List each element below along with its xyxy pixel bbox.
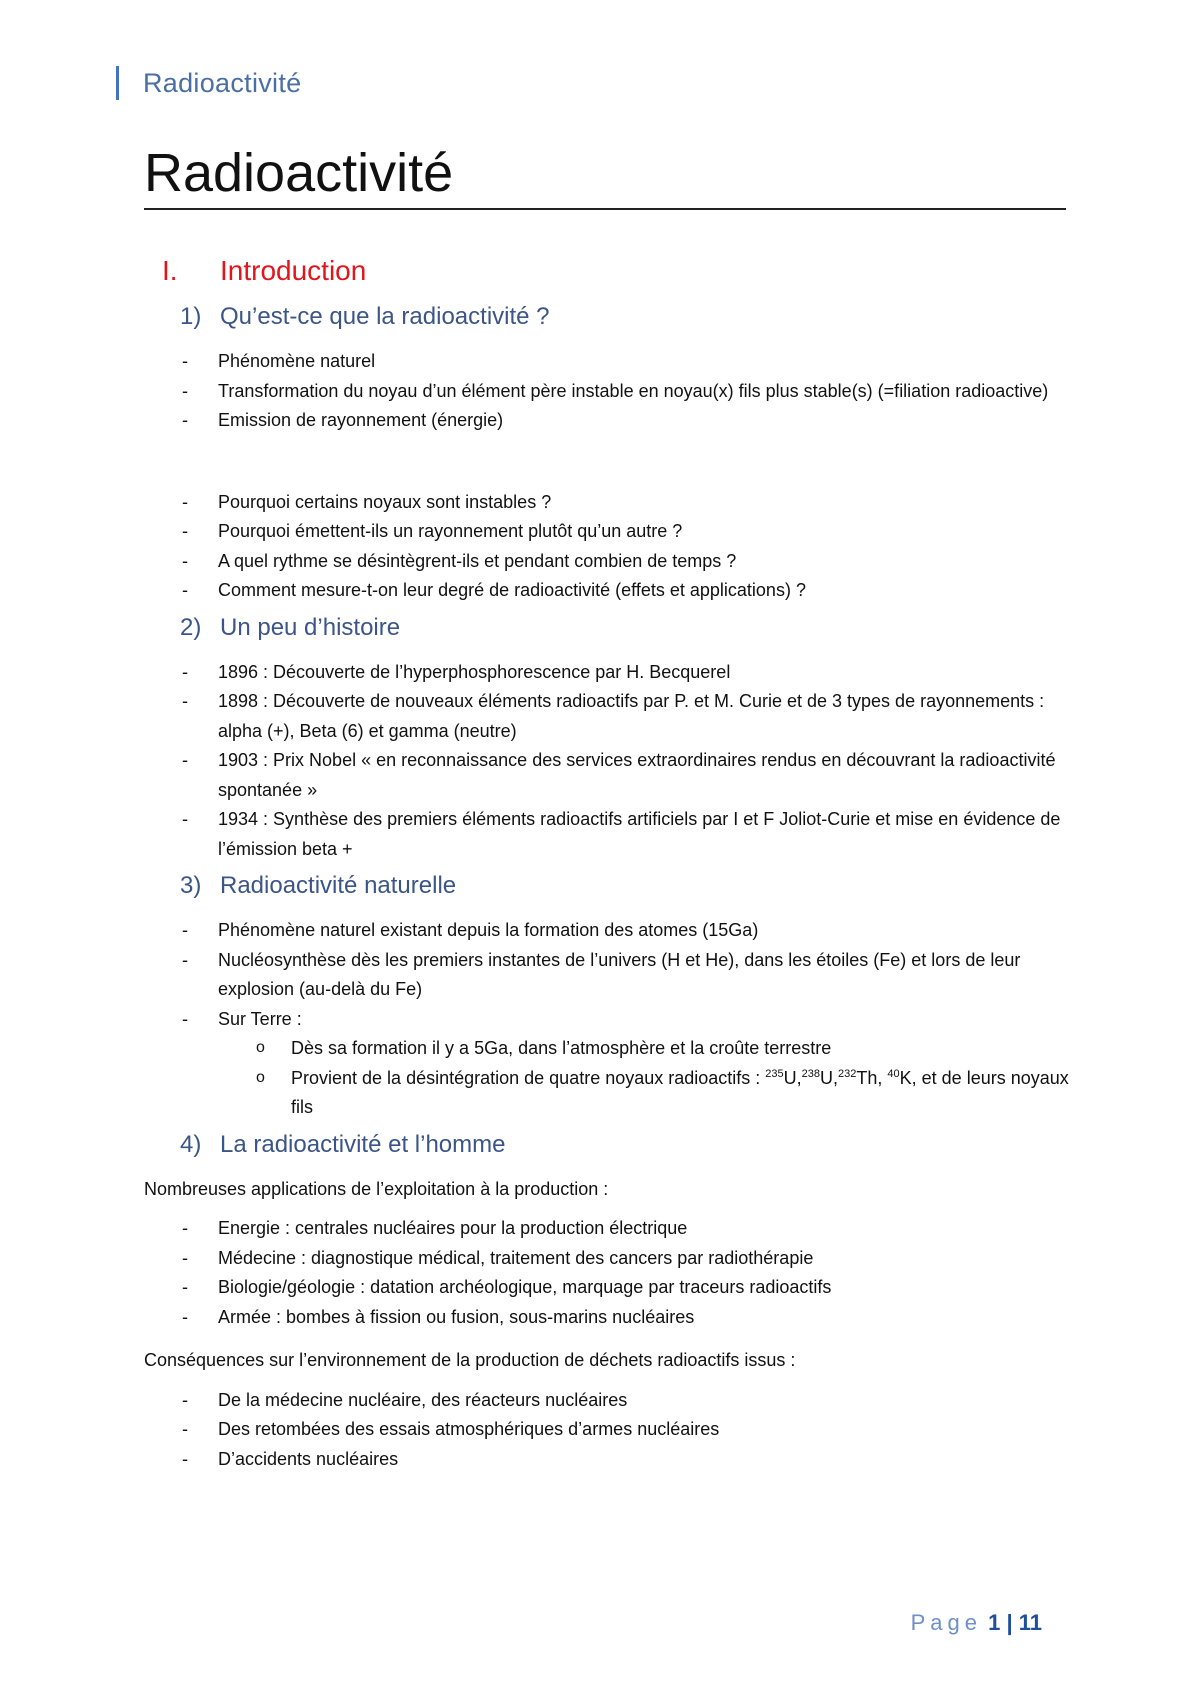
list-item-label: Sur Terre : bbox=[218, 1008, 302, 1029]
isotope-mass: 235 bbox=[765, 1067, 784, 1080]
page-current: 1 bbox=[988, 1610, 1001, 1635]
header-accent-bar bbox=[116, 66, 119, 100]
list-item: - Armée : bombes à fission ou fusion, sous-marins nucléaires bbox=[144, 1303, 1074, 1333]
list-item: - 1898 : Découverte de nouveaux éléments radioactifs par P. et M. Curie et de 3 types de rayonnements : alpha (+), Beta (6) et gamma (neutre) bbox=[144, 687, 1074, 746]
subsection-title: Qu’est-ce que la radioactivité ? bbox=[220, 303, 550, 330]
list-item: - Médecine : diagnostique médical, traitement des cancers par radiothérapie bbox=[144, 1244, 1074, 1274]
list-item: - Pourquoi certains noyaux sont instables ? bbox=[144, 488, 1074, 518]
subsection-heading-3 bbox=[180, 872, 1074, 908]
list-item: - Des retombées des essais atmosphériques d’armes nucléaires bbox=[144, 1415, 1074, 1445]
subsection-heading-1 bbox=[180, 303, 1074, 339]
sub-list-item: o Dès sa formation il y a 5Ga, dans l’atmosphère et la croûte terrestre bbox=[218, 1034, 1074, 1064]
list-item: - Transformation du noyau d’un élément père instable en noyau(x) fils plus stable(s) (=filiation radioactive) bbox=[144, 377, 1074, 407]
list-item: - Comment mesure-t-on leur degré de radioactivité (effets et applications) ? bbox=[144, 576, 1074, 606]
list-item: - Biologie/géologie : datation archéologique, marquage par traceurs radioactifs bbox=[144, 1273, 1074, 1303]
list-item: - Emission de rayonnement (énergie) bbox=[144, 406, 1074, 436]
document-title: Radioactivité bbox=[144, 140, 1066, 210]
question-list bbox=[144, 488, 1074, 606]
list-item: - De la médecine nucléaire, des réacteurs nucléaires bbox=[144, 1386, 1074, 1416]
subsection-number: 4) bbox=[180, 1130, 202, 1158]
subsection-title: La radioactivité et l’homme bbox=[220, 1130, 506, 1158]
subsection-heading-2 bbox=[180, 614, 1074, 650]
paragraph: Nombreuses applications de l’exploitation à la production : bbox=[144, 1178, 609, 1199]
list-item bbox=[144, 1005, 1074, 1123]
bullet-list bbox=[144, 658, 1074, 865]
bullet-list bbox=[144, 347, 1074, 436]
subsection-number: 3) bbox=[180, 872, 202, 899]
isotope-mass: 238 bbox=[801, 1067, 821, 1080]
list-item: - Nucléosynthèse dès les premiers instantes de l’univers (H et He), dans les étoiles (Fe) et lors de leur explosion (au-delà du Fe) bbox=[144, 946, 1074, 1005]
list-item: - Phénomène naturel bbox=[144, 347, 1074, 377]
bullet-list bbox=[144, 1214, 1074, 1332]
subsection-heading-4 bbox=[180, 1131, 1074, 1167]
sub-list bbox=[218, 1034, 1074, 1123]
running-header bbox=[116, 66, 301, 100]
subsection-title: Radioactivité naturelle bbox=[220, 872, 457, 899]
list-item: - A quel rythme se désintègrent-ils et pendant combien de temps ? bbox=[144, 547, 1074, 577]
sub-list-item: o Provient de la désintégration de quatre noyaux radioactifs : $^{235}$U,$^{238}$U,$^{232}$Th, $^{40}$K, et de leurs noyaux fils bbox=[218, 1064, 1074, 1123]
document-body bbox=[144, 255, 1074, 1474]
list-item: - D’accidents nucléaires bbox=[144, 1445, 1074, 1475]
page-footer bbox=[911, 1610, 1042, 1636]
subsection-number: 1) bbox=[180, 303, 202, 330]
header-title: Radioactivité bbox=[143, 67, 302, 98]
section-heading-introduction bbox=[162, 255, 1074, 295]
page-total: 11 bbox=[1018, 1610, 1042, 1635]
list-item: - 1903 : Prix Nobel « en reconnaissance des services extraordinaires rendus en découvrant la radioactivité spontanée » bbox=[144, 746, 1074, 805]
subsection-number: 2) bbox=[180, 613, 202, 641]
subsection-title: Un peu d’histoire bbox=[220, 613, 401, 641]
list-item: - Pourquoi émettent-ils un rayonnement plutôt qu’un autre ? bbox=[144, 517, 1074, 547]
list-item: - 1896 : Découverte de l’hyperphosphorescence par H. Becquerel bbox=[144, 658, 1074, 688]
list-item: - Phénomène naturel existant depuis la formation des atomes (15Ga) bbox=[144, 916, 1074, 946]
section-number: I. bbox=[162, 255, 178, 286]
section-label: Introduction bbox=[220, 255, 367, 286]
bullet-list bbox=[144, 916, 1074, 1123]
page-separator: | bbox=[1006, 1610, 1013, 1635]
list-item: - 1934 : Synthèse des premiers éléments radioactifs artificiels par I et F Joliot-Curie et mise en évidence de l’émission beta + bbox=[144, 805, 1074, 864]
page-label: Page bbox=[910, 1610, 982, 1635]
list-item: - Energie : centrales nucléaires pour la production électrique bbox=[144, 1214, 1074, 1244]
isotope-mass: 232 bbox=[838, 1067, 857, 1080]
paragraph: Conséquences sur l’environnement de la production de déchets radioactifs issus : bbox=[144, 1350, 796, 1370]
bullet-list bbox=[144, 1386, 1074, 1475]
isotope-mass: 40 bbox=[887, 1067, 900, 1080]
